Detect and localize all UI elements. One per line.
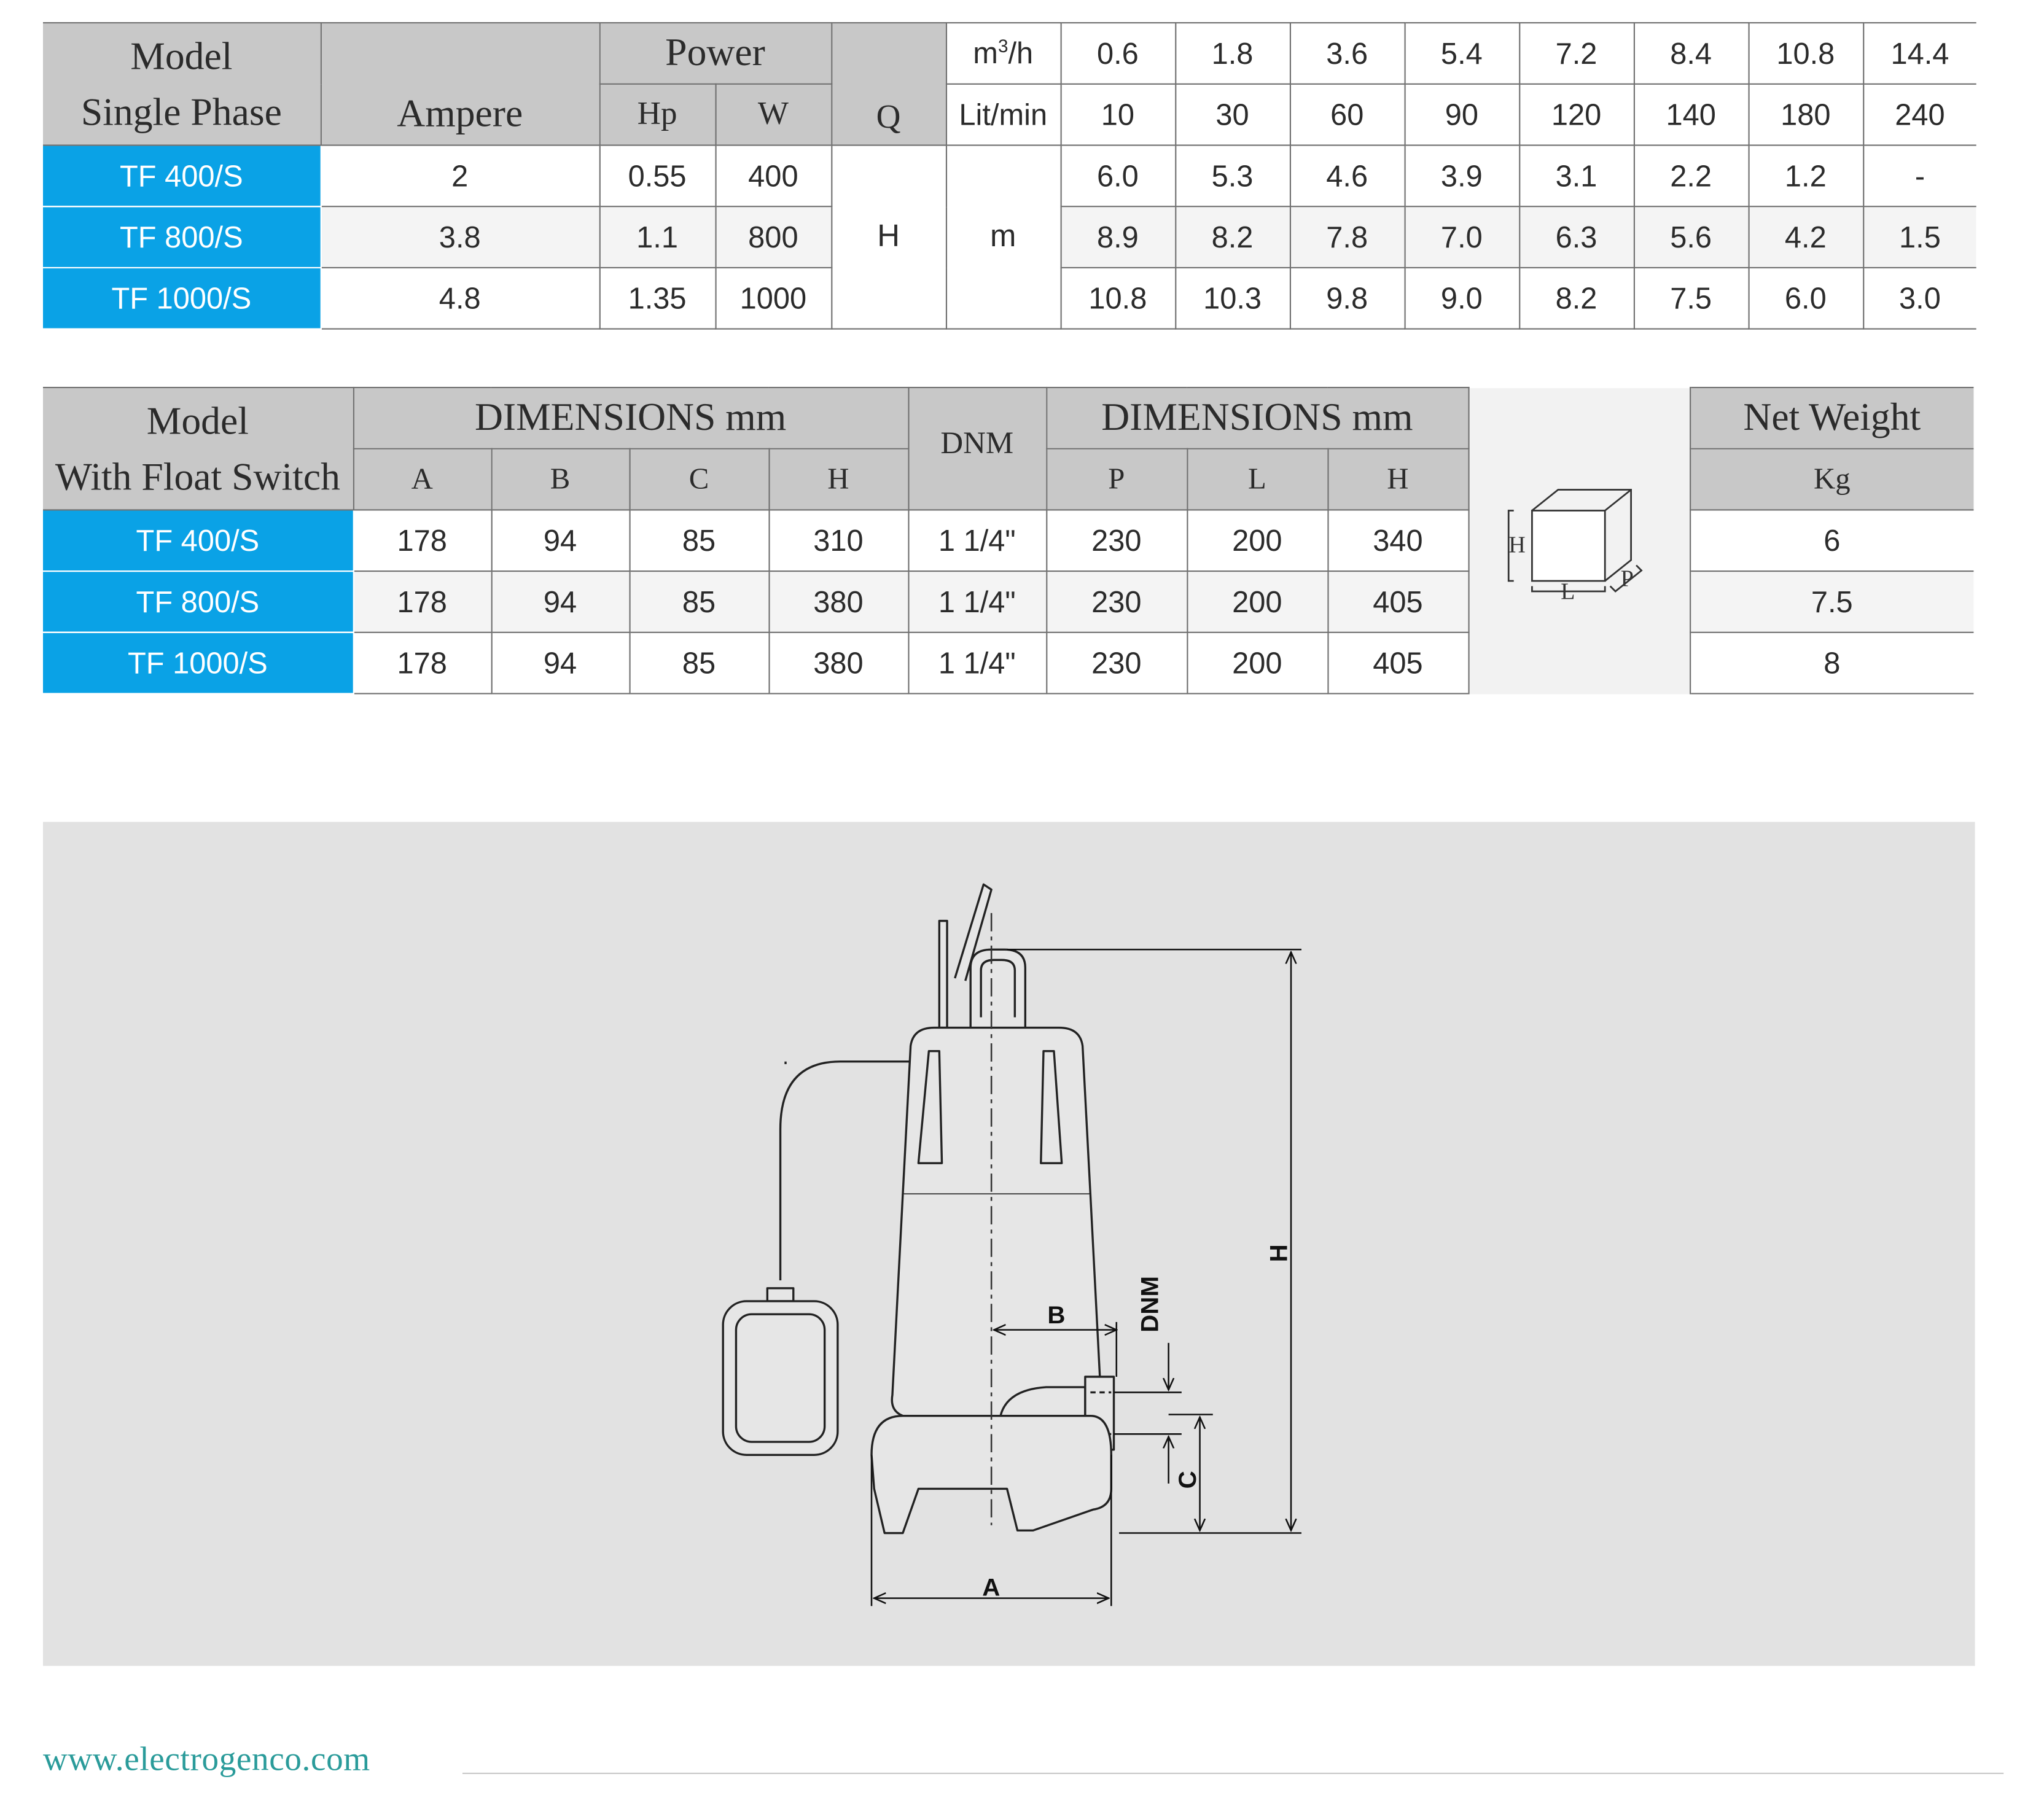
model-header-line2: With Float Switch: [55, 455, 340, 499]
pack-h-value: 405: [1327, 571, 1468, 632]
dim-c-value: 85: [629, 632, 768, 694]
col-p-header: P: [1046, 449, 1187, 510]
package-box-cell: [1468, 387, 1690, 693]
dnm-header: DNM: [908, 387, 1046, 510]
ampere-value: 4.8: [321, 268, 599, 329]
flow-m3h-value: 3.6: [1290, 23, 1405, 84]
cable-gland: [939, 921, 947, 1028]
net-weight-header: Net Weight: [1690, 387, 1973, 449]
dimension-dnm-label: DNM: [1136, 1276, 1164, 1333]
model-name: TF 400/S: [43, 510, 353, 571]
flow-m3h-value: 0.6: [1061, 23, 1176, 84]
power-header: Power: [599, 23, 832, 84]
float-switch: [723, 1301, 838, 1455]
head-value: 2.2: [1634, 146, 1749, 207]
head-value: 8.2: [1175, 206, 1290, 268]
col-c-header: C: [629, 449, 768, 510]
head-value: -: [1863, 146, 1976, 207]
website-link[interactable]: www.electrogenco.com: [42, 1740, 370, 1778]
flow-lmin-value: 90: [1405, 84, 1519, 146]
box-h-label: H: [1508, 532, 1526, 558]
box-p-label: P: [1620, 566, 1634, 592]
float-cable: [781, 1062, 911, 1280]
col-l-header: L: [1187, 449, 1327, 510]
flow-m3h-value: 1.8: [1175, 23, 1290, 84]
flow-lmin-value: 180: [1749, 84, 1863, 146]
pack-p-value: 230: [1046, 510, 1187, 571]
flow-m3h-value: 8.4: [1634, 23, 1749, 84]
head-value: 1.5: [1863, 206, 1976, 268]
flow-lmin-value: 10: [1061, 84, 1176, 146]
package-dimensions-header: DIMENSIONS mm: [1046, 387, 1468, 449]
pack-p-value: 230: [1046, 632, 1187, 694]
head-value: 3.0: [1863, 268, 1976, 329]
flow-m3h-value: 10.8: [1749, 23, 1863, 84]
flow-lmin-value: 60: [1290, 84, 1405, 146]
head-value: 9.8: [1290, 268, 1405, 329]
head-value: 8.9: [1061, 206, 1176, 268]
dim-h-value: 310: [768, 510, 908, 571]
w-header: W: [715, 84, 831, 146]
hp-value: 1.35: [599, 268, 716, 329]
model-name: TF 1000/S: [43, 268, 321, 329]
flow-m3h-base: m: [973, 36, 998, 71]
flow-lmin-value: 240: [1863, 84, 1976, 146]
dim-c-value: 85: [629, 510, 768, 571]
m-label: m: [946, 146, 1061, 329]
dim-a-value: 178: [353, 632, 491, 694]
head-value: 6.3: [1519, 206, 1634, 268]
head-value: 8.2: [1519, 268, 1634, 329]
model-header: [43, 23, 321, 145]
dim-b-value: 94: [491, 510, 630, 571]
flow-m3h-value: 14.4: [1863, 23, 1976, 84]
dimension-h-label: H: [1265, 1244, 1293, 1263]
head-value: 1.2: [1749, 146, 1863, 207]
dimension-b-label: B: [1047, 1301, 1066, 1329]
weight-value: 6: [1690, 510, 1973, 571]
dnm-value: 1 1/4": [908, 571, 1046, 632]
pump-handle: [970, 949, 1025, 1027]
dim-b-value: 94: [491, 571, 630, 632]
pack-p-value: 230: [1046, 571, 1187, 632]
flow-m3h-label: [946, 23, 1061, 84]
ampere-header: Ampere: [321, 23, 599, 145]
weight-value: 8: [1690, 632, 1973, 694]
ampere-value: 3.8: [321, 206, 599, 268]
dimensions-table: [43, 387, 1973, 695]
q-header: Q: [831, 23, 946, 145]
head-value: 5.3: [1175, 146, 1290, 207]
col-pack-h-header: H: [1327, 449, 1468, 510]
kg-header: Kg: [1690, 449, 1973, 510]
box-l-label: L: [1561, 578, 1575, 602]
weight-value: 7.5: [1690, 571, 1973, 632]
flow-lmin-value: 140: [1634, 84, 1749, 146]
pack-l-value: 200: [1187, 510, 1327, 571]
ampere-value: 2: [321, 146, 599, 207]
flow-m3h-value: 5.4: [1405, 23, 1519, 84]
model-header-line1: Model: [146, 399, 249, 443]
performance-header-row-1: [43, 23, 1976, 84]
model-name: TF 400/S: [43, 146, 321, 207]
watt-value: 1000: [715, 268, 831, 329]
head-value: 9.0: [1405, 268, 1519, 329]
head-value: 7.5: [1634, 268, 1749, 329]
model-name: TF 800/S: [43, 206, 321, 268]
col-b-header: B: [491, 449, 630, 510]
footer-divider: [462, 1773, 2003, 1774]
flow-lmin-value: 120: [1519, 84, 1634, 146]
head-value: 5.6: [1634, 206, 1749, 268]
hp-value: 0.55: [599, 146, 716, 207]
pack-l-value: 200: [1187, 571, 1327, 632]
technical-drawing-panel: [43, 822, 1975, 1665]
col-h-header: H: [768, 449, 908, 510]
motor-cap: [903, 1028, 1090, 1195]
model-header-line2: Single Phase: [80, 90, 282, 134]
performance-table: [43, 22, 1976, 330]
flow-lmin-label: Lit/min: [946, 84, 1061, 146]
model-header-line1: Model: [130, 34, 233, 78]
model-name: TF 800/S: [43, 571, 353, 632]
dnm-value: 1 1/4": [908, 510, 1046, 571]
pack-h-value: 405: [1327, 632, 1468, 694]
dnm-value: 1 1/4": [908, 632, 1046, 694]
table-row: [43, 146, 1976, 207]
pump-body: [892, 1194, 1101, 1416]
hp-header: Hp: [599, 84, 716, 146]
pump-technical-drawing: [43, 822, 1975, 1665]
dim-h-value: 380: [768, 632, 908, 694]
hp-value: 1.1: [599, 206, 716, 268]
dim-c-value: 85: [629, 571, 768, 632]
head-value: 6.0: [1749, 268, 1863, 329]
head-value: 10.8: [1061, 268, 1176, 329]
dim-h-value: 380: [768, 571, 908, 632]
model-header: [43, 387, 353, 510]
dimension-a-label: A: [982, 1573, 1001, 1601]
flow-m3h-sup: 3: [997, 35, 1008, 56]
head-value: 4.2: [1749, 206, 1863, 268]
model-name: TF 1000/S: [43, 632, 353, 694]
head-value: 7.8: [1290, 206, 1405, 268]
dimension-c-label: C: [1174, 1471, 1202, 1489]
flow-m3h-value: 7.2: [1519, 23, 1634, 84]
flow-lmin-value: 30: [1175, 84, 1290, 146]
head-value: 10.3: [1175, 268, 1290, 329]
head-value: 3.9: [1405, 146, 1519, 207]
watt-value: 800: [715, 206, 831, 268]
pump-dimensions-header: DIMENSIONS mm: [353, 387, 908, 449]
dim-b-value: 94: [491, 632, 630, 694]
dim-a-value: 178: [353, 510, 491, 571]
head-value: 3.1: [1519, 146, 1634, 207]
col-a-header: A: [353, 449, 491, 510]
head-value: 6.0: [1061, 146, 1176, 207]
watt-value: 400: [715, 146, 831, 207]
h-label: H: [831, 146, 946, 329]
head-value: 7.0: [1405, 206, 1519, 268]
package-box-icon: [1501, 472, 1658, 602]
pack-h-value: 340: [1327, 510, 1468, 571]
pack-l-value: 200: [1187, 632, 1327, 694]
flow-m3h-tail: /h: [1008, 36, 1034, 71]
dim-a-value: 178: [353, 571, 491, 632]
head-value: 4.6: [1290, 146, 1405, 207]
dimensions-header-row-1: [43, 387, 1973, 449]
